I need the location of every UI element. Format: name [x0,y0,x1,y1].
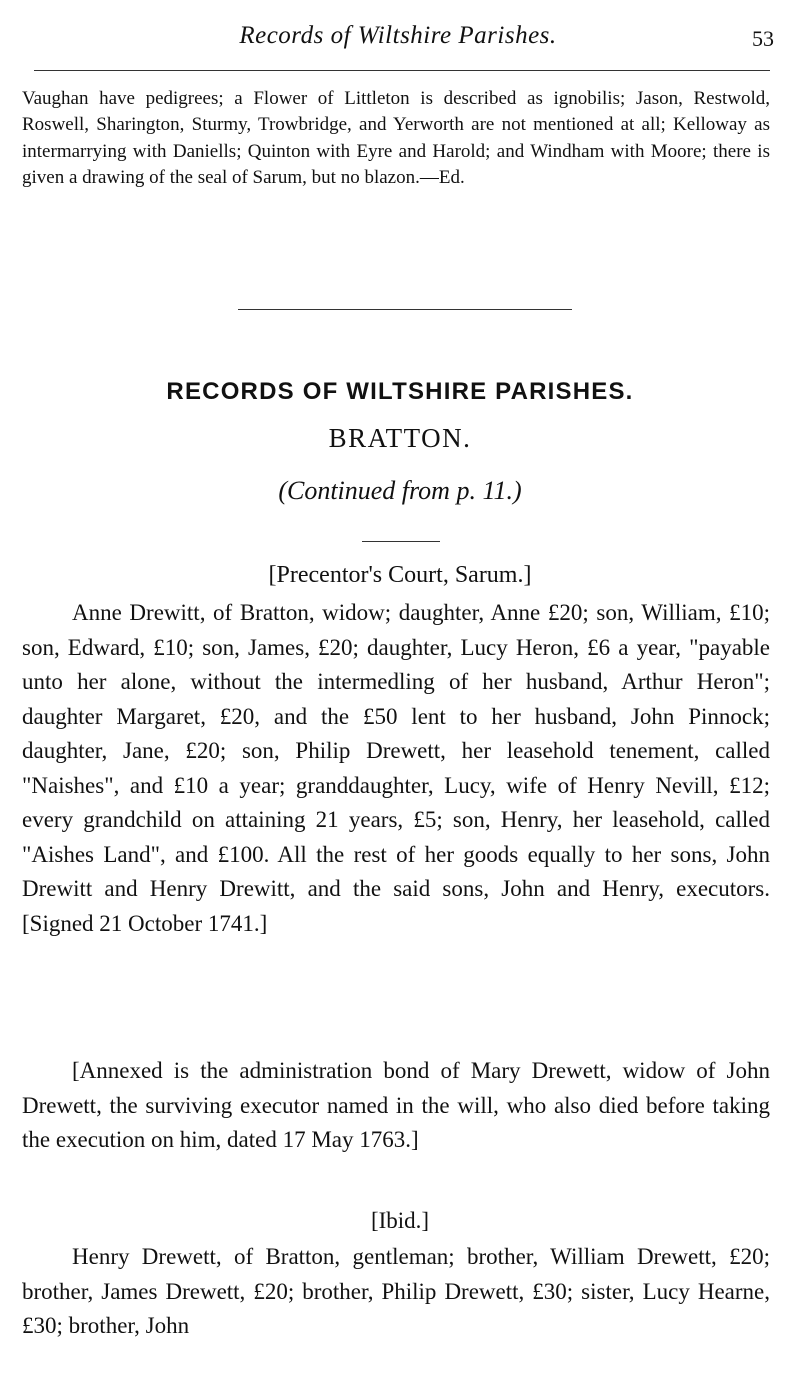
section-title: RECORDS OF WILTSHIRE PARISHES. [166,378,634,405]
running-title: Records of Wiltshire Parishes. [239,22,557,49]
court-heading-ibid: [Ibid.] [370,1208,430,1233]
section-divider [238,309,572,310]
parish-name: BRATTON. [328,423,472,453]
continuation-note: (Continued from p. 11.) [278,476,522,505]
annexed-note: [Annexed is the administration bond of Mary Drewett, widow of John Drewett, the surviving executor named in the will, who also died before taking the execution on him, dated 17 May 1763.] [22,1058,770,1152]
page-number: 53 [752,26,774,51]
header-rule [34,70,770,71]
previous-article-ending: Vaughan have pedigrees; a Flower of Littleton is described as ignobilis; Jason, Restwold, Roswell, Sharington, Sturmy, Trowbridge, and Yerworth are not mentioned at all; Kelloway as intermarrying with Daniells; Quinton with Eyre and Harold; and Windham with Moore; there is given a drawing of the seal of Sarum, but no blazon.—Ed. [22,88,770,189]
short-divider [362,541,440,542]
court-heading: [Precentor's Court, Sarum.] [268,562,532,588]
will-paragraph: Anne Drewitt, of Bratton, widow; daughter, Anne £20; son, William, £10; son, Edward, £10; son, James, £20; daughter, Lucy Heron, £6 a year, "payable unto her alone, without the intermedling of her husband, Arthur Heron"; daughter Margaret, £20, and the £50 lent to her husband, John Pinnock; daughter, Jane, £20; son, Philip Drewett, her leasehold tenement, called "Naishes", and £10 a year; granddaughter, Lucy, wife of Henry Nevill, £12; every grandchild on attaining 21 years, £5; son, Henry, her leasehold, called "Aishes Land", and £100. All the rest of her goods equally to her sons, John Drewitt and Henry Drewitt, and the said sons, John and Henry, executors. [Signed 21 October 1741.] [22,600,770,936]
will-paragraph: Henry Drewett, of Bratton, gentleman; brother, William Drewett, £20; brother, James Drewett, £20; brother, Philip Drewett, £30; sister, Lucy Hearne, £30; brother, John [22,1244,770,1338]
page-header [22,22,774,56]
